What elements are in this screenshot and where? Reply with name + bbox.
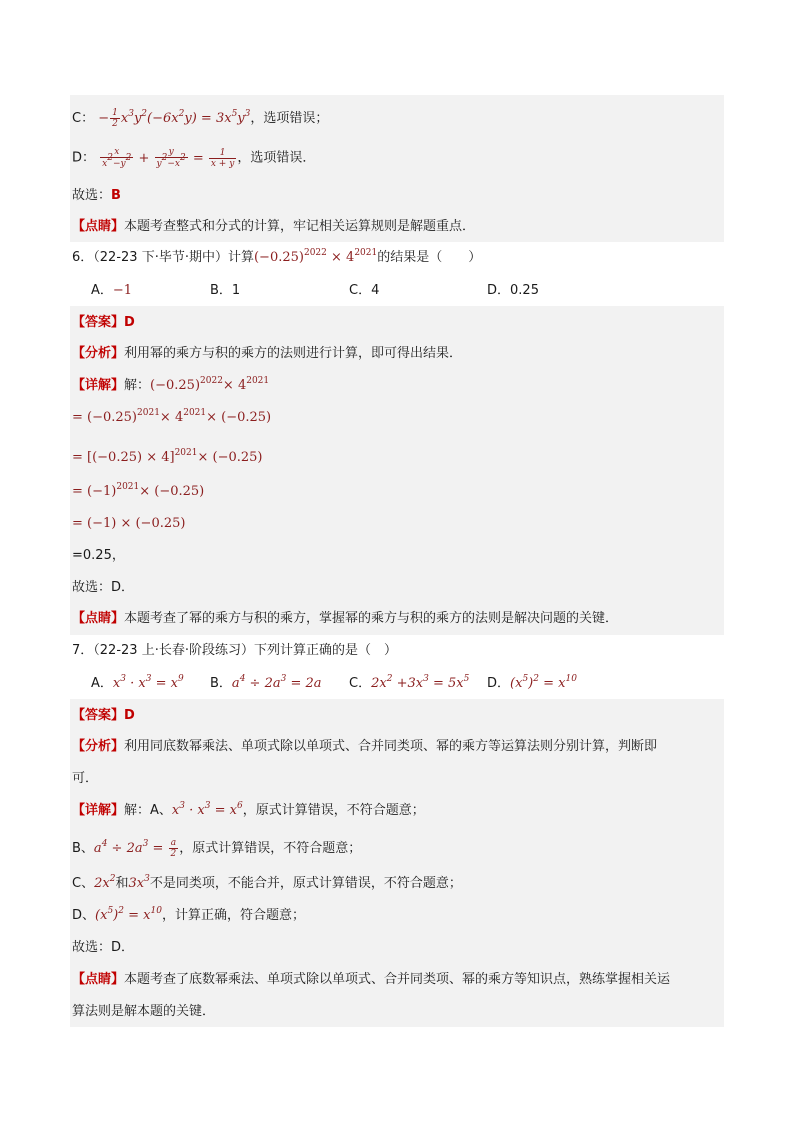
q7-detail-b: B、$a^4 \div 2a^3$ = $\frac{a}{2}$ ，原式计算错误，不符合题意； <box>72 838 362 859</box>
q5-option-d-expression: $\frac{x}{x^2-y^2}$ + $\frac{y}{y^2-x^2}$ = $\frac{1}{x + y}$ <box>102 147 235 169</box>
q7-choice: 故选：D． <box>72 940 135 955</box>
q7-option-b: B．$a^4 \div 2a^3 = 2a$ <box>210 674 322 691</box>
q7-comment-line-1: 【点睛】本题考查了底数幂乘法、单项式除以单项式、合并同类项、幂的乘方等知识点，熟练掌握相关运 <box>72 972 671 987</box>
q6-stem-expression: $(-0.25)^{2022} \times 4^{2021}$ <box>253 248 378 265</box>
q5-comment: 【点睛】本题考查整式和分式的计算，牢记相关运算规则是解题重点． <box>72 219 476 234</box>
q6-stem: 6．（22-23 下·毕节·期中）计算$(-0.25)^{2022} \times 4^{2021}$的结果是（ ） <box>72 248 482 265</box>
q6-result: =0.25， <box>72 548 125 563</box>
q6-option-a: A．−1 <box>91 283 133 298</box>
q7-analysis-line-1: 【分析】利用同底数幂乘法、单项式除以单项式、合并同类项、幂的乘方等运算法则分别计算，判断即 <box>72 739 658 754</box>
q6-step-4: = (−1) × (−0.25) <box>72 516 186 531</box>
q6-step-3: = $(-1)^{2021}\times (-0.25)$ <box>72 482 205 499</box>
q6-comment: 【点睛】本题考查了幂的乘方与积的乘方，掌握幂的乘方与积的乘方的法则是解决问题的关键． <box>72 611 619 626</box>
q5-option-c-line: C： − $\frac{1}{2}$ $x^3y^2(-6x^2y) = 3x^5y^3$，选项错误； <box>72 108 329 129</box>
q7-detail-d: D、$(x^5)^2 = x^{10}$，计算正确，符合题意； <box>72 906 305 923</box>
q7-detail-a: 【详解】解：A、$x^3 \cdot x^3 = x^6$，原式计算错误，不符合题意； <box>72 801 425 818</box>
q6-choice: 故选：D． <box>72 580 135 595</box>
q5-option-c-expression: − $\frac{1}{2}$ $x^3y^2(-6x^2y) = 3x^5y^3$ <box>98 108 251 129</box>
q6-answer: 【答案】D <box>72 315 135 330</box>
q7-analysis-line-2: 可． <box>72 771 99 786</box>
q7-option-a: A．$x^3 \cdot x^3 = x^9$ <box>91 674 184 691</box>
q6-option-d: D．0.25 <box>487 283 539 298</box>
q5-choice: 故选：B <box>72 188 121 203</box>
q7-answer: 【答案】D <box>72 708 135 723</box>
q6-step-2: = $[(-0.25) \times 4]^{2021}\times (-0.25)$ <box>72 448 263 465</box>
q6-analysis: 【分析】利用幂的乘方与积的乘方的法则进行计算，即可得出结果． <box>72 346 463 361</box>
q7-stem: 7．（22-23 上·长春·阶段练习）下列计算正确的是（ ） <box>72 643 397 658</box>
q7-comment-line-2: 算法则是解本题的关键． <box>72 1004 216 1019</box>
q7-option-c: C．$2x^2 +3x^3 = 5x^5$ <box>349 674 470 691</box>
q7-option-d: D．$(x^5)^2 = x^{10}$ <box>487 674 577 691</box>
q6-step-1: = $(-0.25)^{2021}\times 4^{2021}\times (-0.25)$ <box>72 408 272 425</box>
q6-detail-intro: 【详解】解：$(-0.25)^{2022}\times 4^{2021}$ <box>72 376 270 393</box>
q6-option-b: B．1 <box>210 283 241 298</box>
q6-option-c: C．4 <box>349 283 380 298</box>
q5-option-d-line: D： $\frac{x}{x^2-y^2}$ + $\frac{y}{y^2-x^2}$ = $\frac{1}{x + y}$ ，选项错误． <box>72 147 316 169</box>
q7-detail-c: C、$2x^2$和$3x^3$不是同类项，不能合并，原式计算错误，不符合题意； <box>72 874 462 891</box>
